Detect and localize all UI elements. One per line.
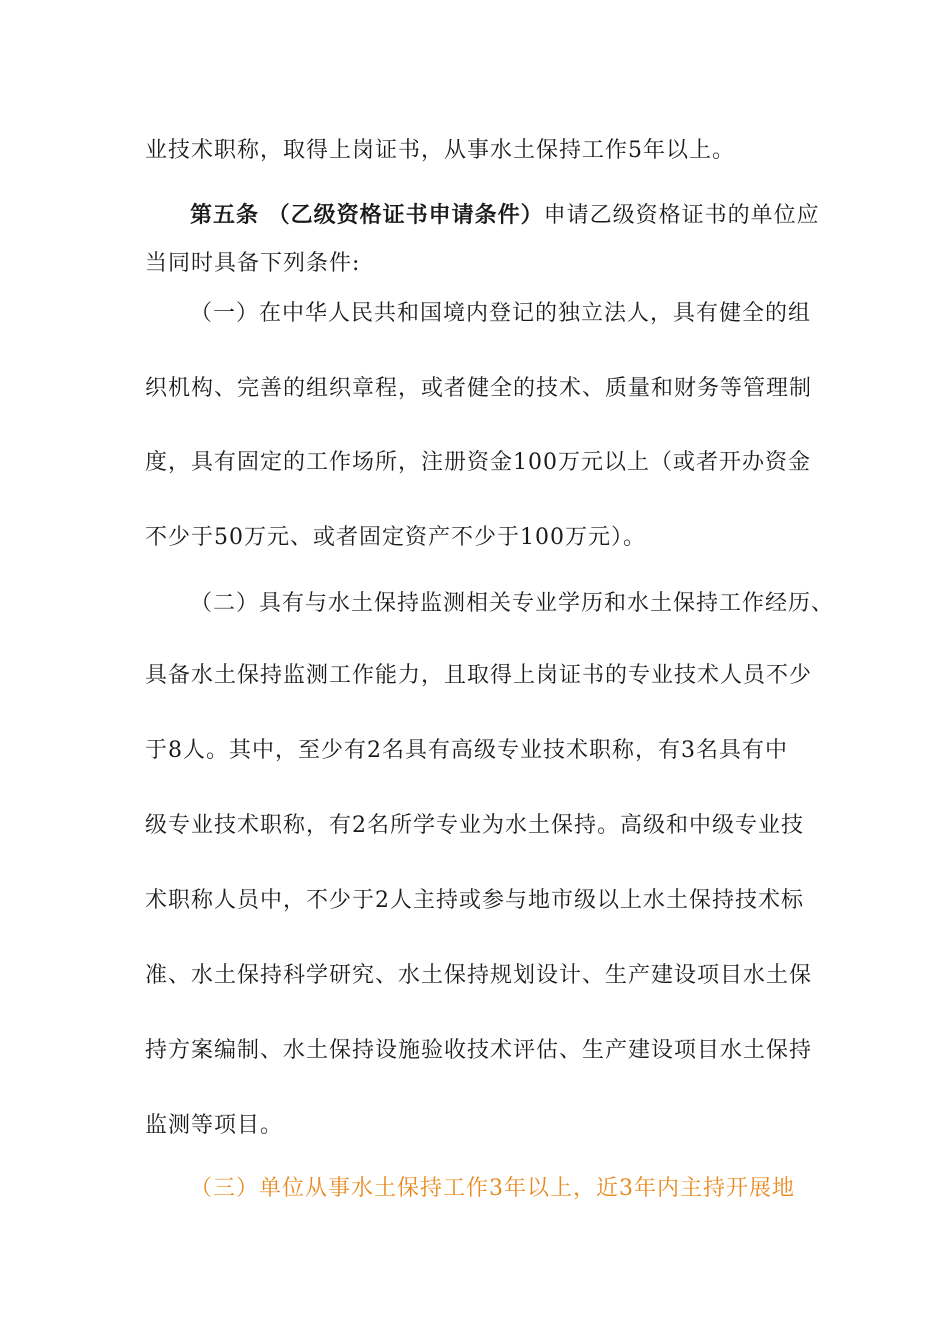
- paragraph-line: 度，具有固定的工作场所，注册资金100万元以上（或者开办资金: [145, 450, 811, 475]
- paragraph-line: 术职称人员中，不少于2人主持或参与地市级以上水土保持技术标: [145, 888, 804, 913]
- article-heading: 第五条 （乙级资格证书申请条件）: [190, 202, 544, 228]
- paragraph-line: 业技术职称，取得上岗证书，从事水土保持工作5年以上。: [145, 138, 735, 163]
- article-text: 申请乙级资格证书的单位应: [543, 203, 820, 228]
- paragraph-line: 级专业技术职称，有2名所学专业为水土保持。高级和中级专业技: [145, 813, 804, 838]
- article-five-line: [190, 200, 820, 231]
- paragraph-line: 不少于50万元、或者固定资产不少于100万元）。: [145, 525, 646, 550]
- paragraph-line: 织机构、完善的组织章程，或者健全的技术、质量和财务等管理制: [145, 376, 813, 401]
- paragraph-line: 于8人。其中，至少有2名具有高级专业技术职称，有3名具有中: [145, 738, 788, 763]
- paragraph-line: 监测等项目。: [145, 1113, 284, 1138]
- paragraph-line: 当同时具备下列条件:: [145, 251, 361, 276]
- paragraph-line: （二）具有与水土保持监测相关专业学历和水土保持工作经历、: [190, 591, 835, 616]
- paragraph-line: 准、水土保持科学研究、水土保持规划设计、生产建设项目水土保: [145, 963, 813, 988]
- highlighted-paragraph-line: （三）单位从事水土保持工作3年以上，近3年内主持开展地: [190, 1176, 795, 1201]
- paragraph-line: （一）在中华人民共和国境内登记的独立法人，具有健全的组: [190, 301, 812, 326]
- paragraph-line: 具备水土保持监测工作能力，且取得上岗证书的专业技术人员不少: [145, 663, 813, 688]
- paragraph-line: 持方案编制、水土保持设施验收技术评估、生产建设项目水土保持: [145, 1038, 813, 1063]
